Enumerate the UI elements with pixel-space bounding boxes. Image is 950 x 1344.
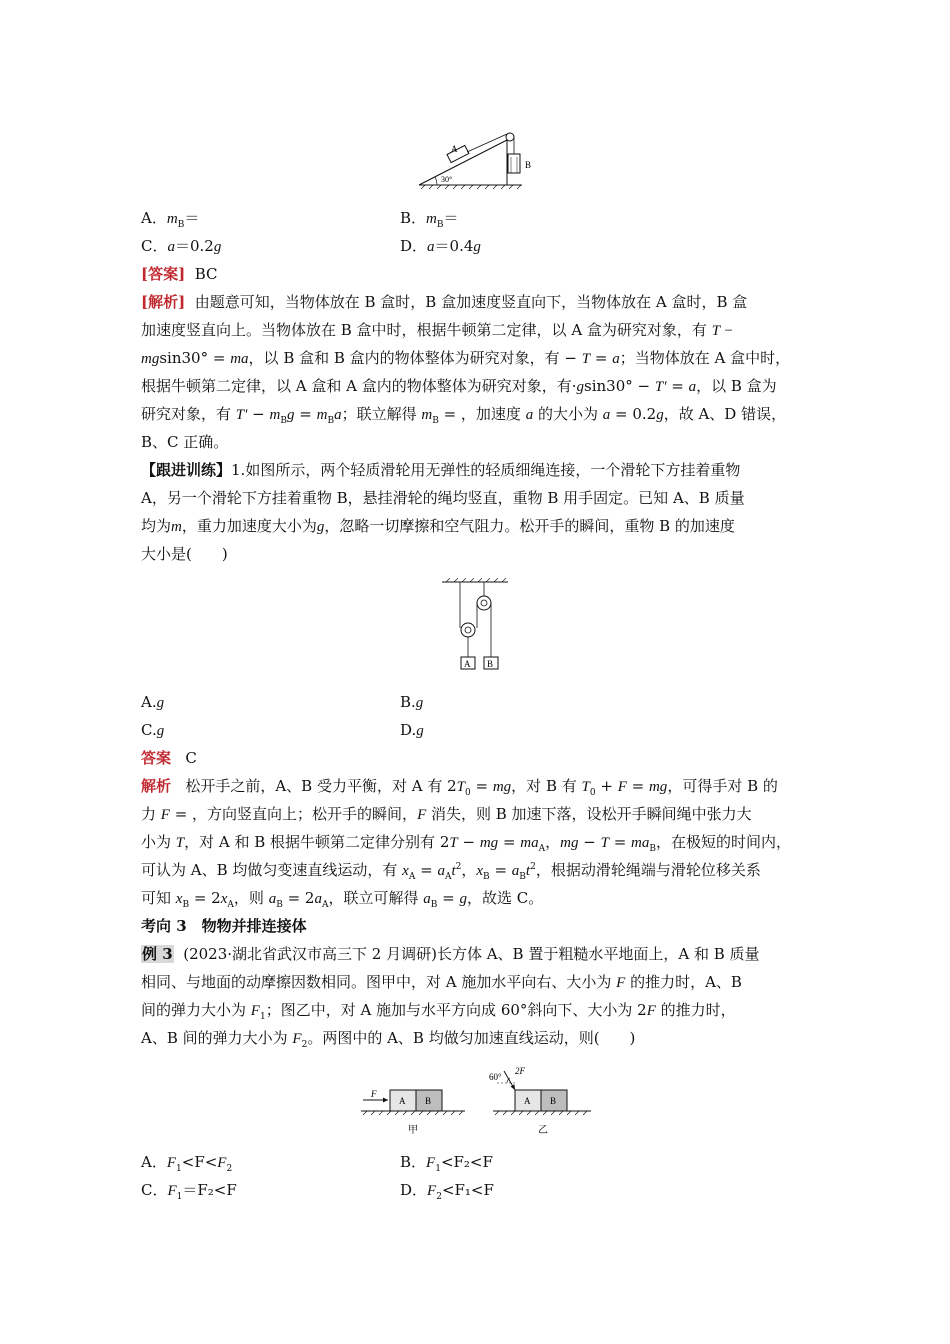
q2-analysis-line-4: 可认为 A、B 均做匀变速直线运动，有 $x_A = a_At^2$，$x_B = a_Bt^2$，根据动滑轮绳端与滑轮位移关系 <box>141 861 761 882</box>
q1-analysis-line-4: 根据牛顿第二定律，以 A 盒和 A 盒内的物体整体为研究对象，有·gsin30° − T′ = a，以 B 盒为 <box>141 377 777 395</box>
q2-stem-line-3: 均为m，重力加速度大小为g，忽略一切摩擦和空气阻力。松开手的瞬间，重物 B 的加速度 <box>141 517 735 535</box>
section-heading: 考向 3 物物并排连接体 <box>141 917 307 935</box>
q2-stem-line-4: 大小是( ) <box>141 545 228 563</box>
fig1-angle: 30° <box>441 175 453 184</box>
fig2-label-b: B <box>487 659 494 669</box>
q2-option-d: D.g <box>400 721 424 739</box>
fig2-label-a: A <box>464 659 471 669</box>
q3-stem-line-2: 相同、与地面的动摩擦因数相同。图甲中，对 A 施加水平向右、大小为 F 的推力时，A、B <box>141 973 742 991</box>
q1-analysis-line-2: 加速度竖直向上。当物体放在 B 盒中时，根据牛顿第二定律，以 A 盒为研究对象，有 T − <box>141 321 734 339</box>
fig3-caption-jia: 甲 <box>408 1125 418 1136</box>
fig3-angle: 60° <box>489 1072 502 1082</box>
fig3-yi-label-b: B <box>550 1096 557 1106</box>
pulley-system-figure <box>440 578 510 672</box>
q2-analysis-line-2: 力 F = ，方向竖直向上；松开手的瞬间，F 消失，则 B 加速下落，设松开手瞬间绳中张力大 <box>141 805 752 823</box>
blocks-figure <box>355 1063 595 1138</box>
q1-option-b: B．$m_B=$ <box>400 209 459 230</box>
q3-option-d: D．$F_2<F_1<F$ <box>400 1181 494 1202</box>
q2-option-a: A.g <box>141 693 165 711</box>
q2-analysis-line-3: 小为 T，对 A 和 B 根据牛顿第二定律分别有 2T − mg = $ma_A$，mg − $T = ma_B$，在极短的时间内， <box>141 833 792 854</box>
q1-option-d: D．a＝0.4g <box>400 237 481 255</box>
q3-stem-line-3: 间的弹力大小为 $F_1$；图乙中，对 A 施加与水平方向成 60°斜向下、大小为 2F 的推力时， <box>141 1001 736 1022</box>
q2-option-c: C.g <box>141 721 165 739</box>
q1-analysis-line-5: 研究对象，有 $T' - m_Bg = m_Ba$；联立解得 $m_B$ = ，加速度 a 的大小为 a = 0.2g，故 A、D 错误， <box>141 405 787 426</box>
fig3-caption-yi: 乙 <box>538 1125 548 1136</box>
q2-option-b: B.g <box>400 693 424 711</box>
fig3-jia-label-a: A <box>399 1096 406 1106</box>
q2-answer: 答案 C <box>141 749 197 767</box>
q3-option-a: A．$F_1<F<F_2$ <box>141 1153 233 1174</box>
q2-analysis-line-5: 可知 $x_B = 2x_A$，则 $a_B = 2a_A$，联立可解得 $a_B = g$，故选 C。 <box>141 889 544 910</box>
q1-analysis-line-6: B、C 正确。 <box>141 433 229 451</box>
q1-answer: [答案] BC <box>141 265 218 283</box>
q1-option-c: C．a＝0.2g <box>141 237 222 255</box>
fig3-jia-label-b: B <box>425 1096 432 1106</box>
q1-analysis-line-3: mgsin30° = ma，以 B 盒和 B 盒内的物体整体为研究对象，有 − T = a；当物体放在 A 盒中时， <box>141 349 791 367</box>
q2-stem-line-1: 【跟进训练】1.如图所示，两个轻质滑轮用无弹性的轻质细绳连接，一个滑轮下方挂着重物 <box>141 461 741 479</box>
q3-option-b: B．$F_1<F_2<F$ <box>400 1153 493 1174</box>
q3-stem-line-1: 例 3 (2023·湖北省武汉市高三下 2 月调研)长方体 A、B 置于粗糙水平地面上，A 和 B 质量 <box>142 945 760 963</box>
fig1-label-b: B <box>525 160 532 170</box>
q2-stem-line-2: A，另一个滑轮下方挂着重物 B，悬挂滑轮的绳均竖直，重物 B 用手固定。已知 A、B 质量 <box>141 489 745 507</box>
q1-option-a: A．$m_B=$ <box>141 209 200 230</box>
fig3-force-f: F <box>371 1089 377 1099</box>
fig1-label-a: A <box>451 144 458 154</box>
q2-analysis-line-1: 解析 松开手之前，A、B 受力平衡，对 A 有 $2T_0$ = mg，对 B 有 $T_0 + F$ = mg，可得手对 B 的 <box>141 777 778 798</box>
q3-option-c: C．$F_1=F_2<F$ <box>141 1181 237 1202</box>
incline-pulley-figure <box>415 128 540 190</box>
q3-stem-line-4: A、B 间的弹力大小为 $F_2$。两图中的 A、B 均做匀加速直线运动，则( ) <box>141 1029 636 1050</box>
fig3-yi-label-a: A <box>524 1096 531 1106</box>
fig3-force-2f: 2F <box>515 1066 525 1076</box>
q1-analysis-line-1: [解析] 由题意可知，当物体放在 B 盒时，B 盒加速度竖直向下，当物体放在 A 盒时，B 盒 <box>141 293 748 311</box>
